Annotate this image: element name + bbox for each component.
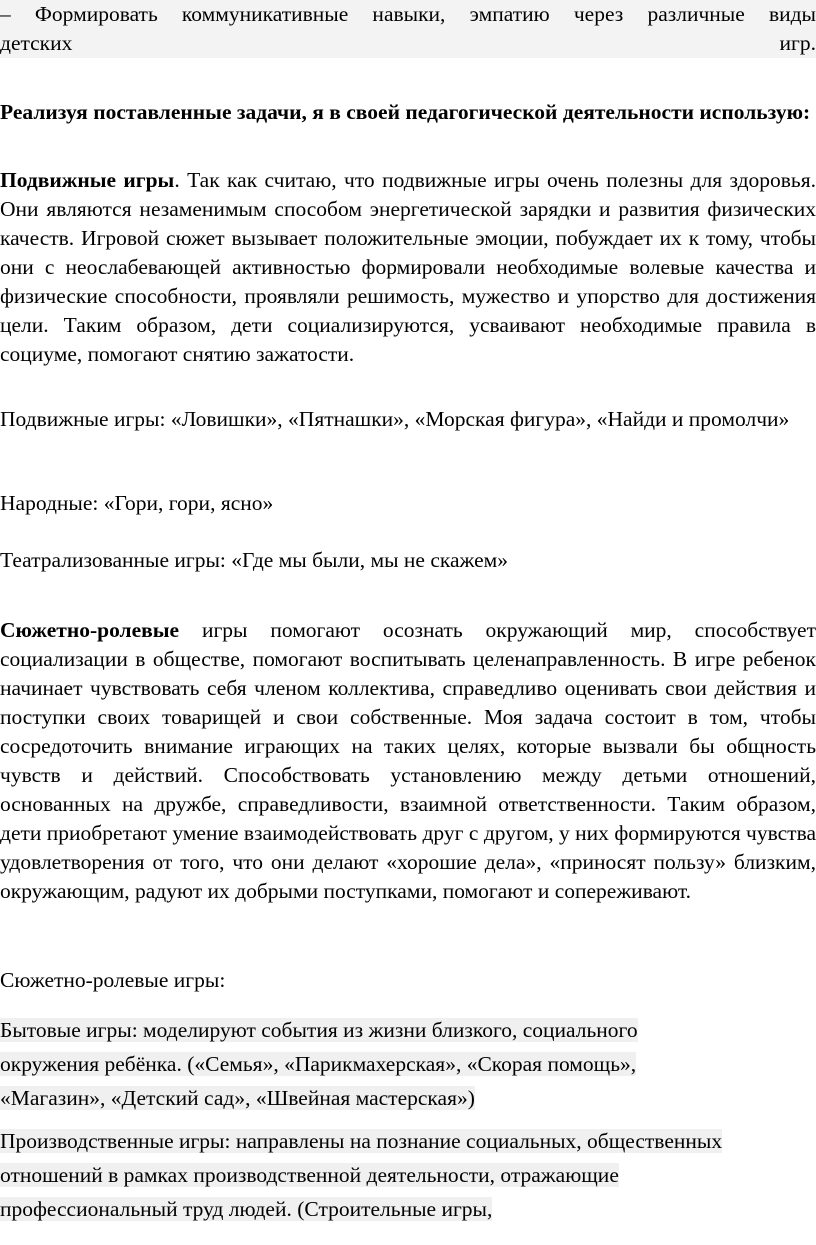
household-games-paragraph bbox=[0, 1013, 740, 1115]
folk-games-list: Народные: «Гори, гори, ясно» bbox=[0, 491, 274, 515]
role-games-text: игры помогают осознать окружающий мир, способствует социализации в обществе, помогают воспитывать целенаправленность. В игре ребенок начинает чувствовать себя членом коллектива, справедливо оценивать свои действия и поступки своих товарищей и свои собственные. Моя задача состоит в том, чтобы сосредоточить внимание играющих на таких целях, которые вызвали бы общность чувств и действий. Способствовать установлению между детьми отношений, основанных на дружбе, справедливости, взаимной ответственности. Таким образом, дети приобретают умение взаимодействовать друг с другом, у них формируются чувства удовлетворения от того, что они делают «хорошие дела», «приносят пользу» близким, окружающим, радуют их добрыми поступками, помогают и сопереживают. bbox=[0, 618, 816, 903]
mobile-games-paragraph bbox=[0, 166, 816, 369]
role-games-term: Сюжетно-ролевые bbox=[0, 618, 180, 642]
mobile-games-list: Подвижные игры: «Ловишки», «Пятнашки», «Морская фигура», «Найди и промолчи» bbox=[0, 407, 790, 431]
mobile-games-term: Подвижные игры bbox=[0, 168, 175, 192]
theatre-games-list: Театрализованные игры: «Где мы были, мы не скажем» bbox=[0, 548, 508, 572]
household-games-text: Бытовые игры: моделируют события из жизни близкого, социального окружения ребёнка. («Семья», «Парикмахерская», «Скорая помощь», «Магазин», «Детский сад», «Швейная мастерская») bbox=[0, 1018, 638, 1110]
intro-paragraph bbox=[0, 0, 816, 58]
intro-line-1: – Формировать коммуникативные навыки, эмпатию через различные виды bbox=[0, 2, 816, 26]
role-games-paragraph bbox=[0, 616, 816, 906]
section-heading: Реализуя поставленные задачи, я в своей педагогической деятельности использую: bbox=[0, 100, 811, 124]
mobile-games-text: . Так как считаю, что подвижные игры очень полезны для здоровья. Они являются незаменимым способом энергетической зарядки и развития физических качеств. Игровой сюжет вызывает положительные эмоции, побуждает их к тому, чтобы они с неослабевающей активностью формировали необходимые волевые качества и физические способности, проявляли решимость, мужество и упорство для достижения цели. Таким образом, дети социализируются, усваивают необходимые правила в социуме, помогают снятию зажатости. bbox=[0, 168, 816, 366]
intro-line-2: детских игр. bbox=[0, 31, 816, 55]
production-games-text: Производственные игры: направлены на познание социальных, общественных отношений в рамках производственной деятельности, отражающие профессиональный труд людей. (Строительные игры, bbox=[0, 1129, 723, 1221]
role-games-title: Сюжетно-ролевые игры: bbox=[0, 968, 226, 992]
production-games-paragraph bbox=[0, 1124, 730, 1226]
